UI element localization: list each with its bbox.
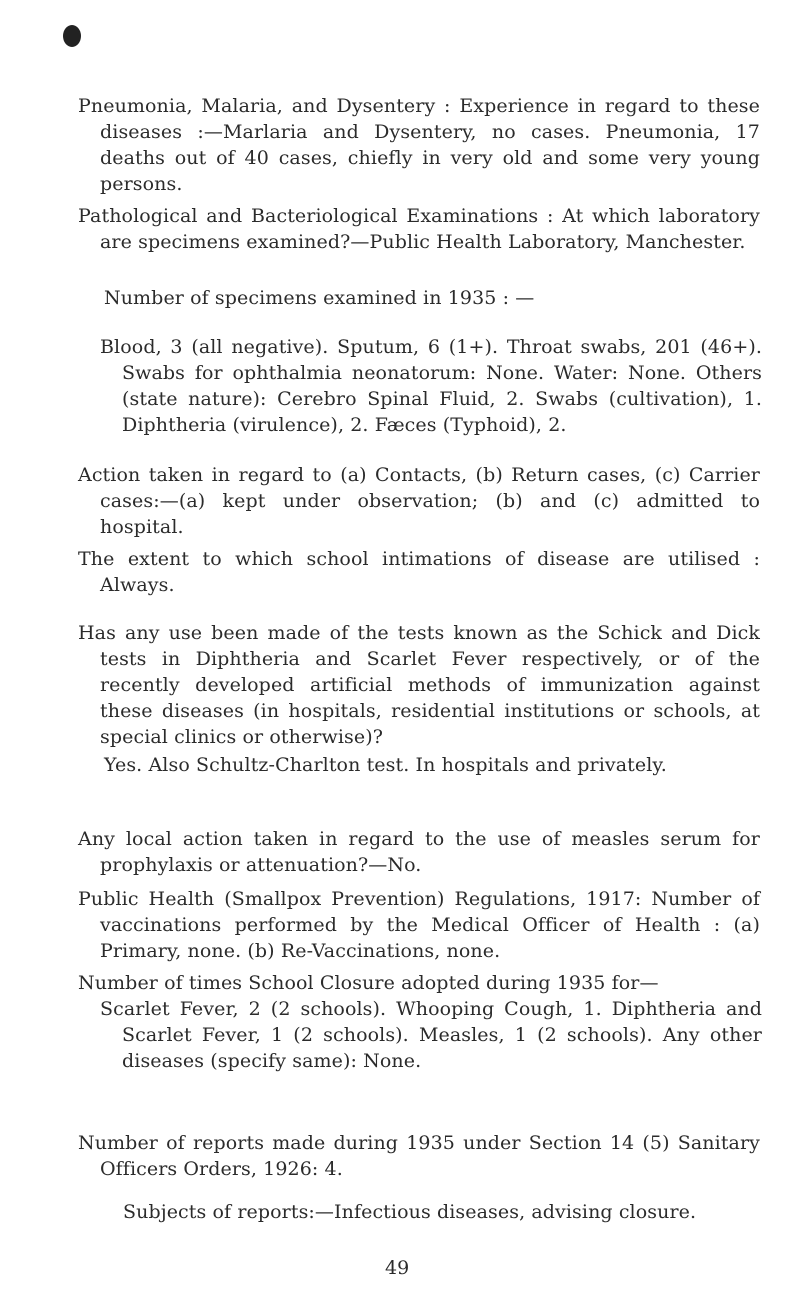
- paragraph-pneumonia: Pneumonia, Malaria, and Dysentery : Experience in regard to these diseases :—Marlaria and Dysentery, no cases. Pneumonia, 17 deaths out of 40 cases, chiefly in very old and some very young persons.: [78, 95, 760, 195]
- paragraph-specimens-heading: Number of specimens examined in 1935 : —: [104, 287, 535, 309]
- paragraph-schick-dick: Has any use been made of the tests known as the Schick and Dick tests in Diphtheria and Scarlet Fever respectively, or of the recently developed artificial methods of immunization against these diseases (in hospitals, residential institutions or schools, at special clinics or otherwise)?: [78, 622, 760, 748]
- paragraph-schultz-charlton: Yes. Also Schultz-Charlton test. In hospitals and privately.: [104, 754, 667, 776]
- paragraph-specimens-list: Blood, 3 (all negative). Sputum, 6 (1+). Throat swabs, 201 (46+). Swabs for ophthalmia neonatorum: None. Water: None. Others (state nature): Cerebro Spinal Fluid, 2. Swabs (cultivation), 1. Diphtheria (virulence), 2. Fæces (Typhoid), 2.: [100, 336, 762, 436]
- paragraph-smallpox: Public Health (Smallpox Prevention) Regulations, 1917: Number of vaccinations performed by the Medical Officer of Health : (a) Primary, none. (b) Re-Vaccinations, none.: [78, 888, 760, 962]
- paragraph-pathological: Pathological and Bacteriological Examinations : At which laboratory are specimens examined?—Public Health Laboratory, Manchester.: [78, 205, 760, 253]
- paragraph-school-intimations: The extent to which school intimations of disease are utilised : Always.: [78, 548, 760, 596]
- paragraph-subjects: Subjects of reports:—Infectious diseases, advising closure.: [123, 1201, 697, 1223]
- page-number: 49: [385, 1257, 410, 1279]
- paragraph-action-taken: Action taken in regard to (a) Contacts, (b) Return cases, (c) Carrier cases:—(a) kept under observation; (b) and (c) admitted to hospital.: [78, 464, 760, 538]
- punch-hole: [63, 25, 81, 47]
- paragraph-measles-serum: Any local action taken in regard to the use of measles serum for prophylaxis or attenuation?—No.: [78, 828, 760, 876]
- paragraph-closure-list: Scarlet Fever, 2 (2 schools). Whooping Cough, 1. Diphtheria and Scarlet Fever, 1 (2 schools). Measles, 1 (2 schools). Any other diseases (specify same): None.: [100, 998, 762, 1072]
- paragraph-reports: Number of reports made during 1935 under Section 14 (5) Sanitary Officers Orders, 1926: 4.: [78, 1132, 760, 1180]
- paragraph-school-closure: Number of times School Closure adopted during 1935 for—: [78, 972, 659, 994]
